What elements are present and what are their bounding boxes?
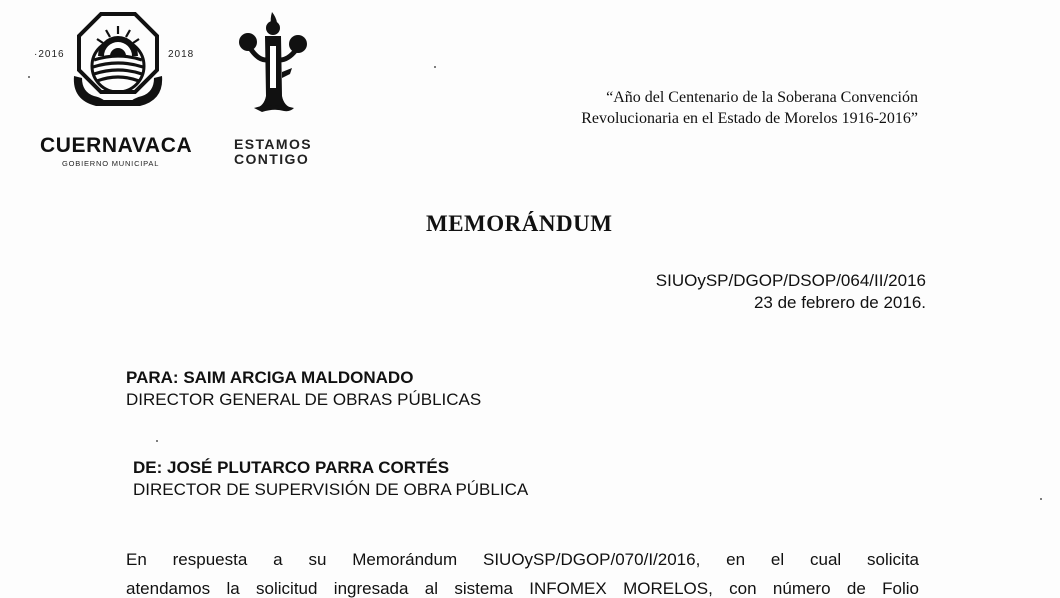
gobierno-municipal-label: GOBIERNO MUNICIPAL <box>62 159 160 168</box>
slogan-line2: CONTIGO <box>234 151 310 167</box>
sender-block <box>133 457 528 501</box>
scan-speck <box>434 66 436 68</box>
sender-name: JOSÉ PLUTARCO PARRA CORTÉS <box>167 458 450 477</box>
body-line-1: En respuesta a su Memorándum SIUOySP/DGOP/070/I/2016, en el cual solicita <box>126 550 919 569</box>
body-paragraph <box>126 545 919 598</box>
sender-position: DIRECTOR DE SUPERVISIÓN DE OBRA PÚBLICA <box>133 480 529 499</box>
reference-number: SIUOySP/DGOP/DSOP/064/II/2016 <box>655 271 926 290</box>
tree-icon <box>232 8 320 136</box>
recipient-label: PARA: <box>126 368 179 387</box>
slogan-line1: ESTAMOS <box>234 136 312 152</box>
sender-line <box>133 457 528 479</box>
recipient-block <box>126 367 481 411</box>
scan-speck <box>28 76 30 78</box>
recipient-line <box>126 367 481 389</box>
scan-speck <box>156 440 158 442</box>
document-date: 23 de febrero de 2016. <box>753 293 926 312</box>
sender-label: DE: <box>133 458 163 477</box>
cuernavaca-wordmark: CUERNAVACA <box>40 134 193 157</box>
scan-speck <box>1040 498 1042 500</box>
year-start-label: ·2016 <box>34 49 65 60</box>
recipient-name: SAIM ARCIGA MALDONADO <box>183 368 414 387</box>
year-end-label: 2018 <box>168 49 195 60</box>
motto-line1: “Año del Centenario de la Soberana Convención <box>606 89 918 106</box>
motto-line2: Revolucionaria en el Estado de Morelos 1916-2016” <box>581 110 918 127</box>
recipient-position: DIRECTOR GENERAL DE OBRAS PÚBLICAS <box>126 390 482 409</box>
reference-block <box>656 270 926 314</box>
document-title: MEMORÁNDUM <box>426 211 613 236</box>
body-line-2: atendamos la solicitud ingresada al sistema INFOMEX MORELOS, con número de Folio <box>126 579 919 598</box>
header-motto <box>581 87 918 129</box>
